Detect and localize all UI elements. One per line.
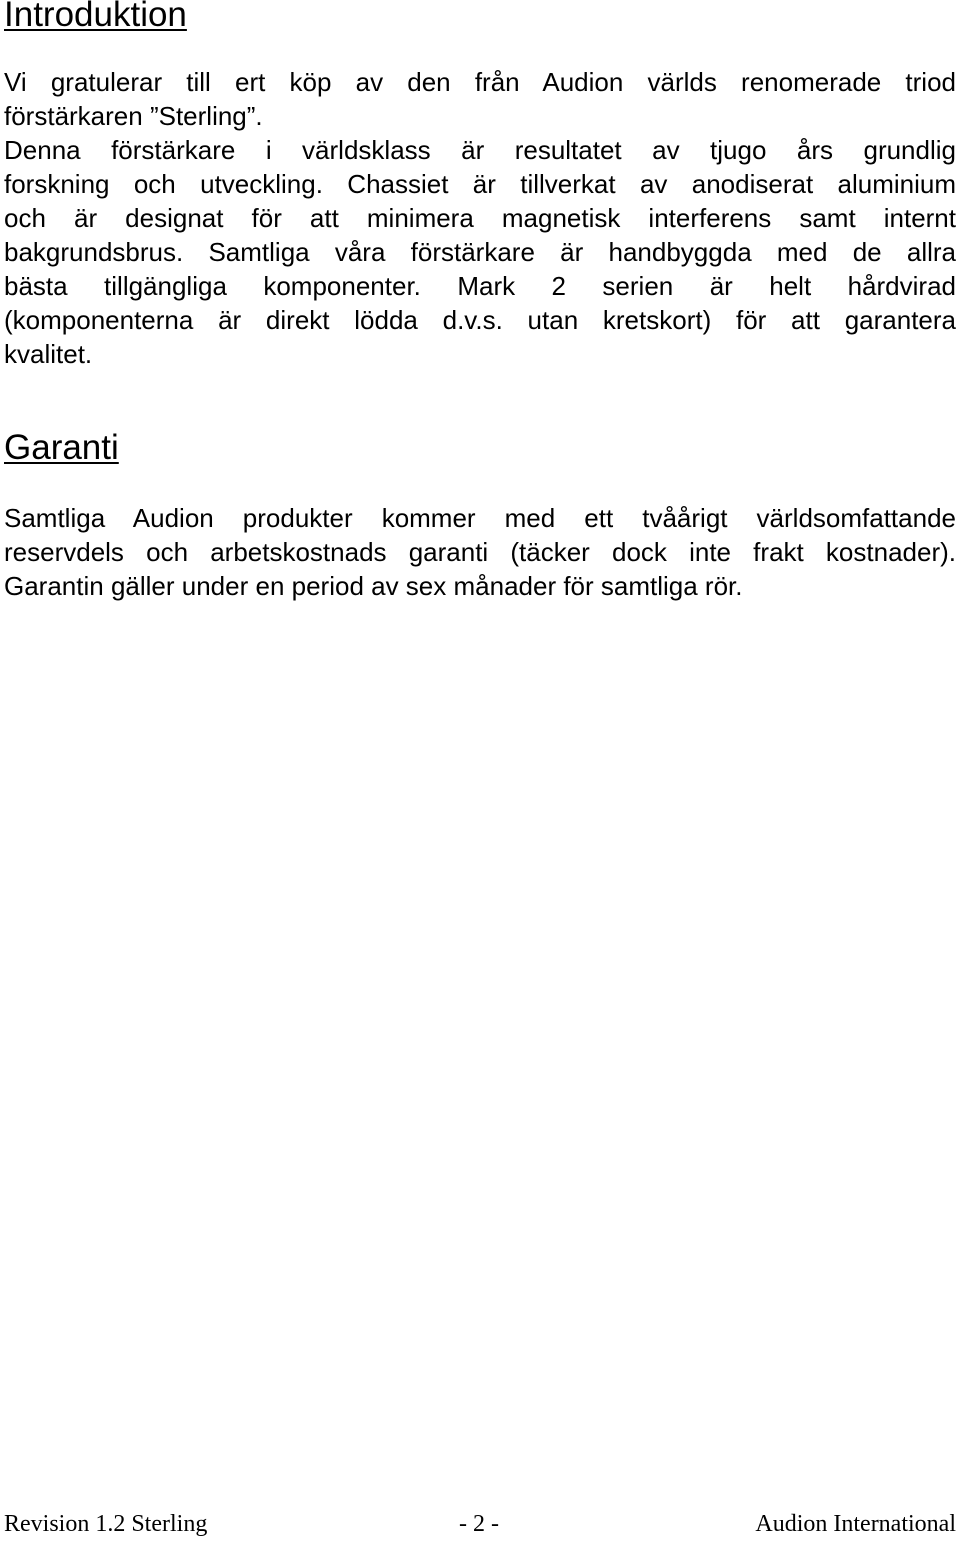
text-line: Garantin gäller under en period av sex månader för samtliga rör.: [4, 571, 743, 601]
text-line: bästa tillgängliga komponenter. Mark 2 serien är helt hårdvirad: [4, 271, 956, 301]
text-line: förstärkaren ”Sterling”.: [4, 101, 263, 131]
heading-garanti: Garanti: [4, 428, 119, 467]
text-line: bakgrundsbrus. Samtliga våra förstärkare är handbyggda med de allra: [4, 237, 956, 267]
page-footer: [4, 1508, 956, 1540]
text-line: reservdels och arbetskostnads garanti (täcker dock inte frakt kostnader).: [4, 537, 956, 567]
text-line: Samtliga Audion produkter kommer med ett tvåårigt världsomfattande: [4, 503, 956, 533]
text-line: forskning och utveckling. Chassiet är tillverkat av anodiserat aluminium: [4, 169, 956, 199]
paragraph-garanti: [4, 501, 956, 603]
text-line: och är designat för att minimera magnetisk interferens samt internt: [4, 203, 956, 233]
footer-company: Audion International: [755, 1511, 956, 1537]
text-line: kvalitet.: [4, 339, 93, 369]
paragraph-introduktion: [4, 65, 956, 371]
footer-page-number: - 2 -: [459, 1511, 499, 1537]
text-line: (komponenterna är direkt lödda d.v.s. utan kretskort) för att garantera: [4, 305, 956, 335]
text-line: Denna förstärkare i världsklass är resultatet av tjugo års grundlig: [4, 135, 956, 165]
footer-revision: Revision 1.2 Sterling: [4, 1511, 208, 1537]
heading-introduktion: Introduktion: [4, 0, 187, 34]
text-line: Vi gratulerar till ert köp av den från Audion världs renomerade triod: [4, 67, 956, 97]
